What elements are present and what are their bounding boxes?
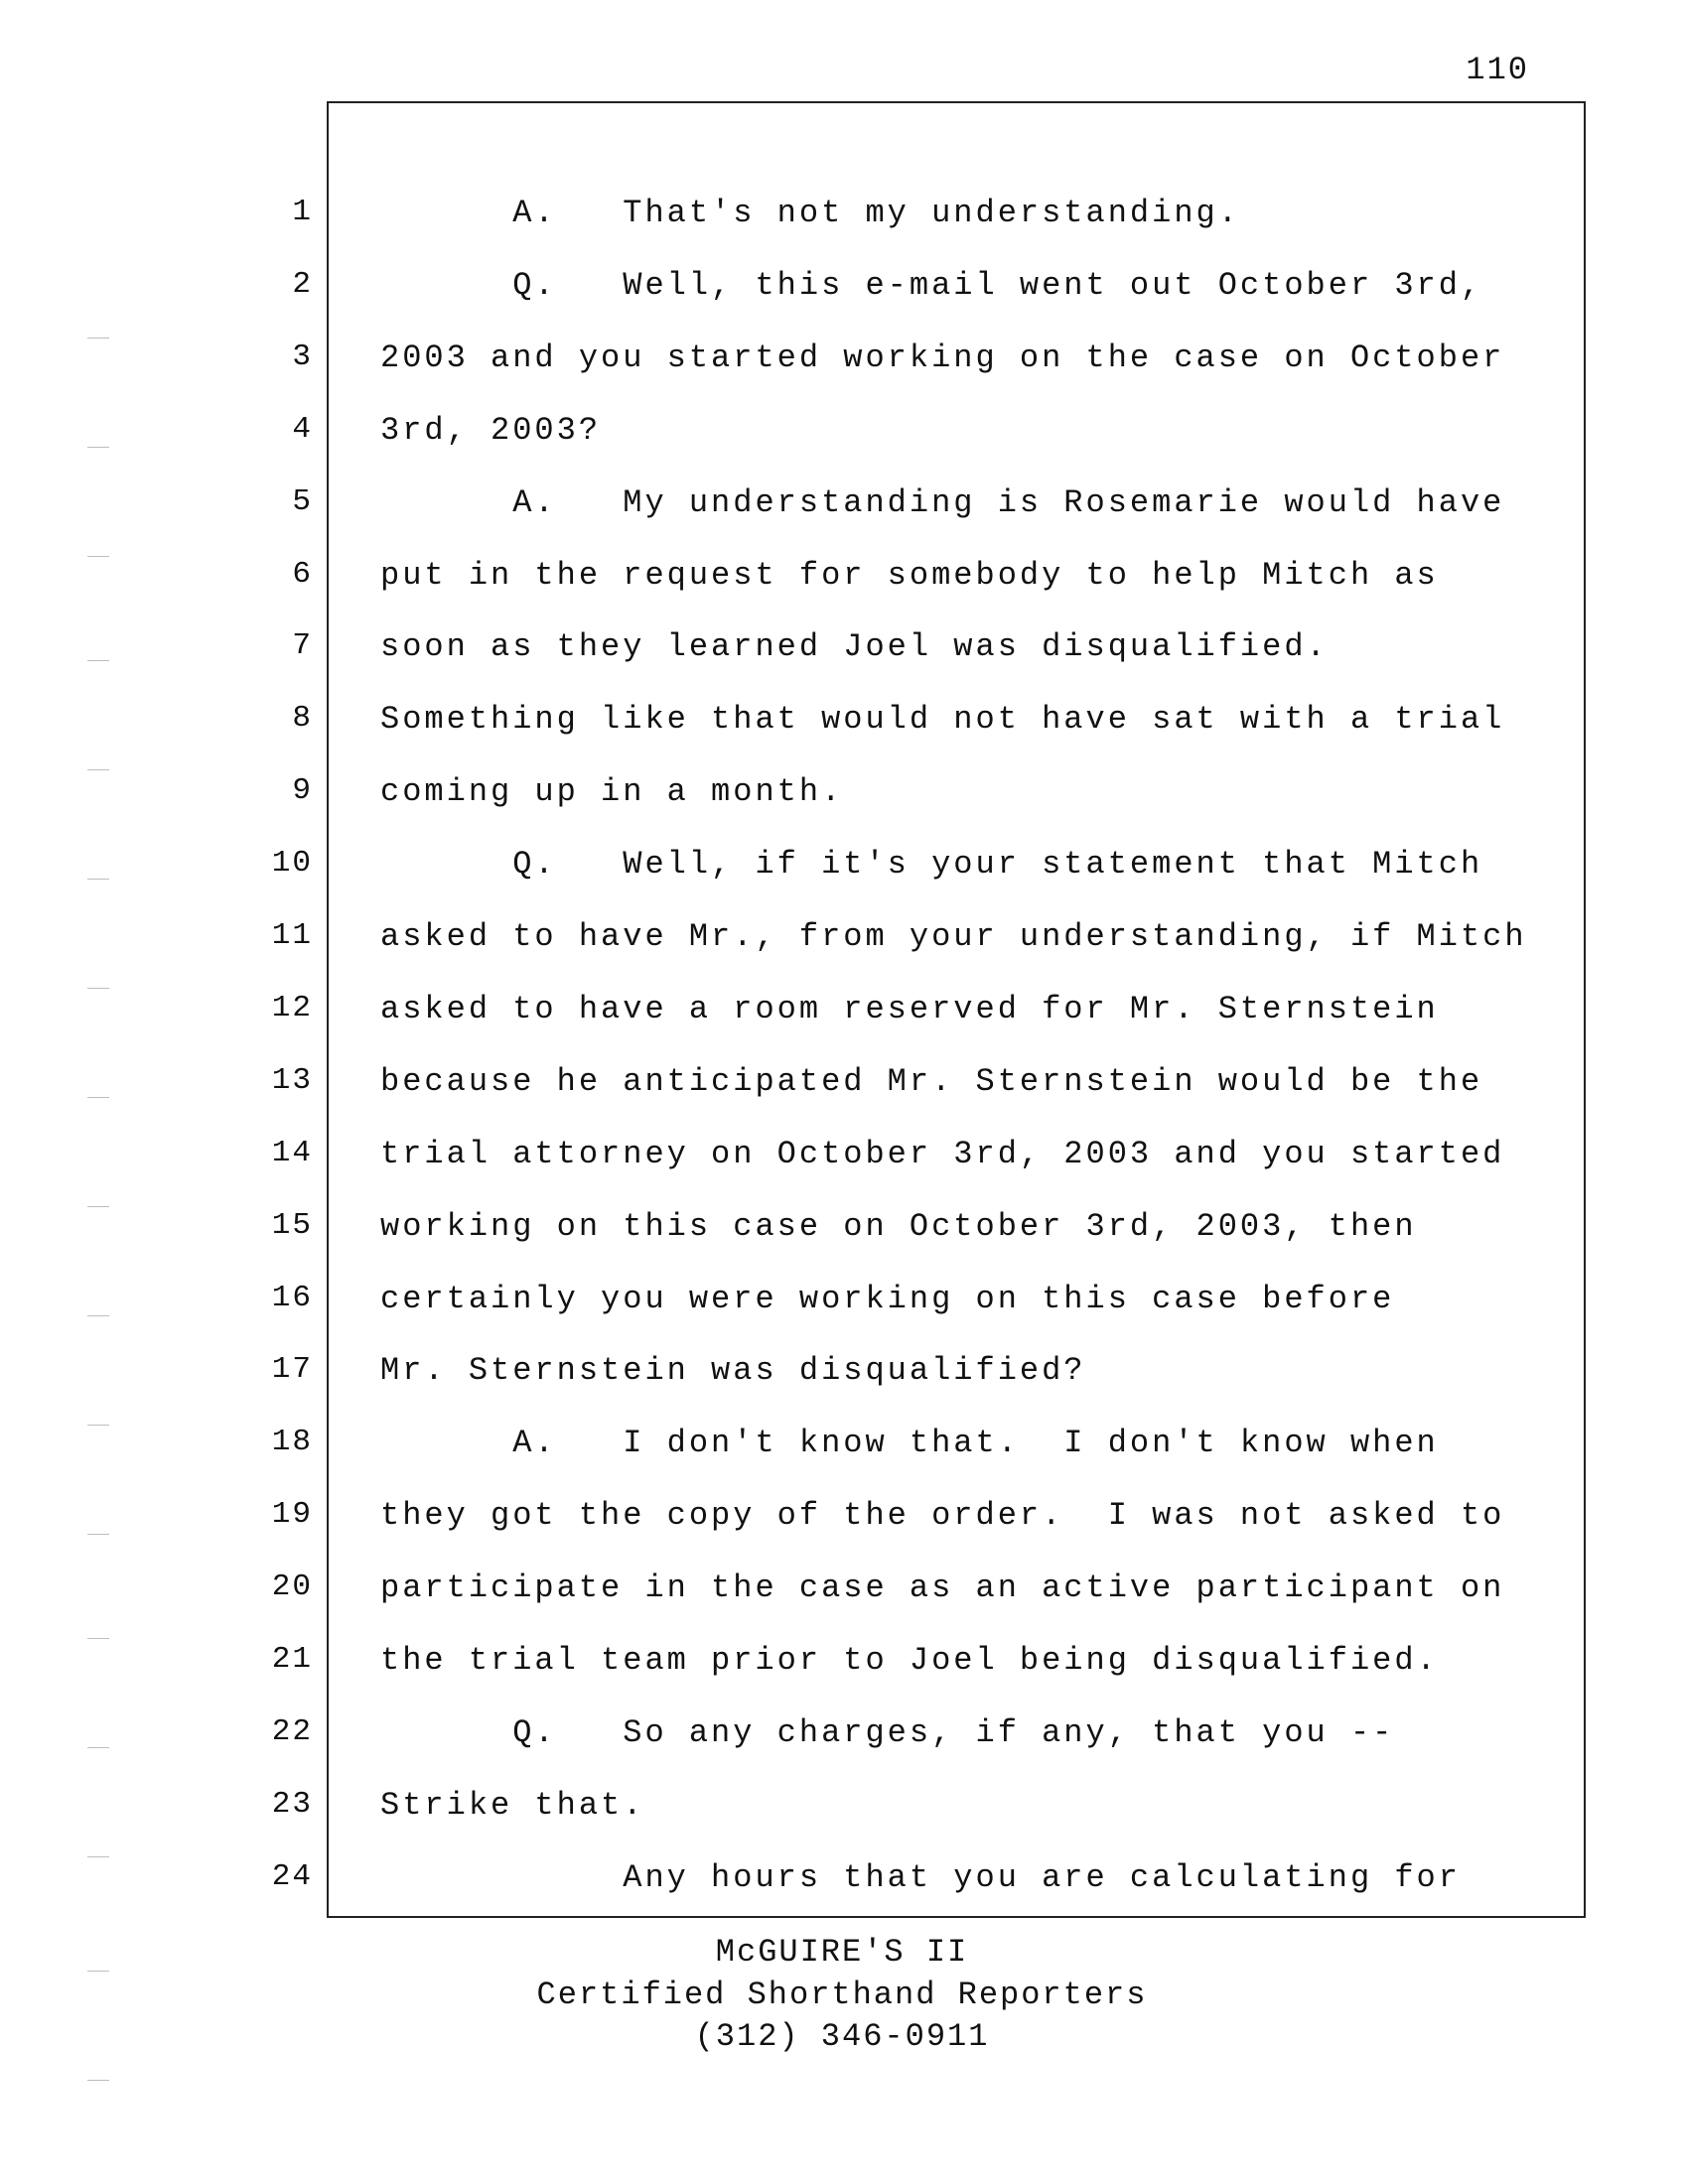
transcript-line: Q. Well, if it's your statement that Mitch	[380, 846, 1483, 883]
margin-tick	[87, 1315, 109, 1316]
margin-tick	[87, 2080, 109, 2081]
line-number: 18	[271, 1425, 313, 1459]
footer-phone: (312) 346-0911	[694, 2018, 990, 2055]
margin-tick	[87, 447, 109, 448]
line-number: 15	[271, 1208, 313, 1243]
transcript-line: coming up in a month.	[380, 773, 844, 810]
transcript-line: asked to have Mr., from your understanding, if Mitch	[380, 918, 1527, 955]
transcript-line: A. That's not my understanding.	[380, 195, 1240, 231]
line-number: 6	[292, 557, 313, 592]
transcript-line: trial attorney on October 3rd, 2003 and you started	[380, 1136, 1505, 1172]
line-number: 22	[271, 1714, 313, 1749]
line-number: 19	[271, 1497, 313, 1532]
line-number: 13	[271, 1063, 313, 1098]
margin-tick	[87, 1971, 109, 1972]
line-number: 11	[271, 918, 313, 953]
transcript-line: A. I don't know that. I don't know when	[380, 1425, 1439, 1461]
line-number: 2	[292, 267, 313, 302]
line-number: 14	[271, 1136, 313, 1170]
line-number: 9	[292, 773, 313, 808]
margin-tick	[87, 1534, 109, 1535]
transcript-line: Mr. Sternstein was disqualified?	[380, 1352, 1086, 1389]
transcript-line: because he anticipated Mr. Sternstein would be the	[380, 1063, 1483, 1100]
transcript-line: the trial team prior to Joel being disqualified.	[380, 1642, 1439, 1679]
transcript-line: Strike that.	[380, 1787, 645, 1824]
margin-tick	[87, 1425, 109, 1426]
margin-tick	[87, 1638, 109, 1639]
line-number: 17	[271, 1352, 313, 1387]
line-number: 3	[292, 340, 313, 374]
transcript-line: put in the request for somebody to help Mitch as	[380, 557, 1439, 594]
transcript-line: 3rd, 2003?	[380, 412, 602, 449]
line-number: 24	[271, 1859, 313, 1894]
margin-tick	[87, 338, 109, 339]
transcript-line: participate in the case as an active participant on	[380, 1570, 1505, 1606]
transcript-line: they got the copy of the order. I was not asked to	[380, 1497, 1505, 1534]
margin-tick	[87, 1206, 109, 1207]
transcript-line: Any hours that you are calculating for	[380, 1859, 1461, 1896]
transcript-line: A. My understanding is Rosemarie would have	[380, 484, 1505, 521]
transcript-line: certainly you were working on this case before	[380, 1281, 1395, 1317]
line-number: 23	[271, 1787, 313, 1822]
transcript-line: working on this case on October 3rd, 2003, then	[380, 1208, 1417, 1245]
transcript-line: Q. So any charges, if any, that you --	[380, 1714, 1395, 1751]
margin-tick	[87, 556, 109, 557]
line-number: 1	[292, 195, 313, 229]
transcript-line: asked to have a room reserved for Mr. Sternstein	[380, 991, 1439, 1027]
line-number: 7	[292, 628, 313, 663]
transcript-line: soon as they learned Joel was disqualified.	[380, 628, 1329, 665]
footer-company: McGUIRE'S II	[715, 1934, 969, 1971]
margin-tick	[87, 1856, 109, 1857]
margin-tick	[87, 660, 109, 661]
line-number: 21	[271, 1642, 313, 1677]
transcript-line: Something like that would not have sat with a trial	[380, 701, 1505, 738]
line-number: 16	[271, 1281, 313, 1315]
line-number: 5	[292, 484, 313, 519]
margin-tick	[87, 879, 109, 880]
margin-tick	[87, 769, 109, 770]
footer-subtitle: Certified Shorthand Reporters	[536, 1977, 1148, 2013]
transcript-line: 2003 and you started working on the case on October	[380, 340, 1505, 376]
margin-tick	[87, 1747, 109, 1748]
line-number: 4	[292, 412, 313, 447]
line-number: 20	[271, 1570, 313, 1604]
margin-tick	[87, 988, 109, 989]
line-number: 10	[271, 846, 313, 881]
transcript-line: Q. Well, this e-mail went out October 3rd,	[380, 267, 1483, 304]
line-number: 12	[271, 991, 313, 1025]
page-number: 110	[1466, 52, 1529, 88]
line-number: 8	[292, 701, 313, 736]
margin-tick	[87, 1097, 109, 1098]
